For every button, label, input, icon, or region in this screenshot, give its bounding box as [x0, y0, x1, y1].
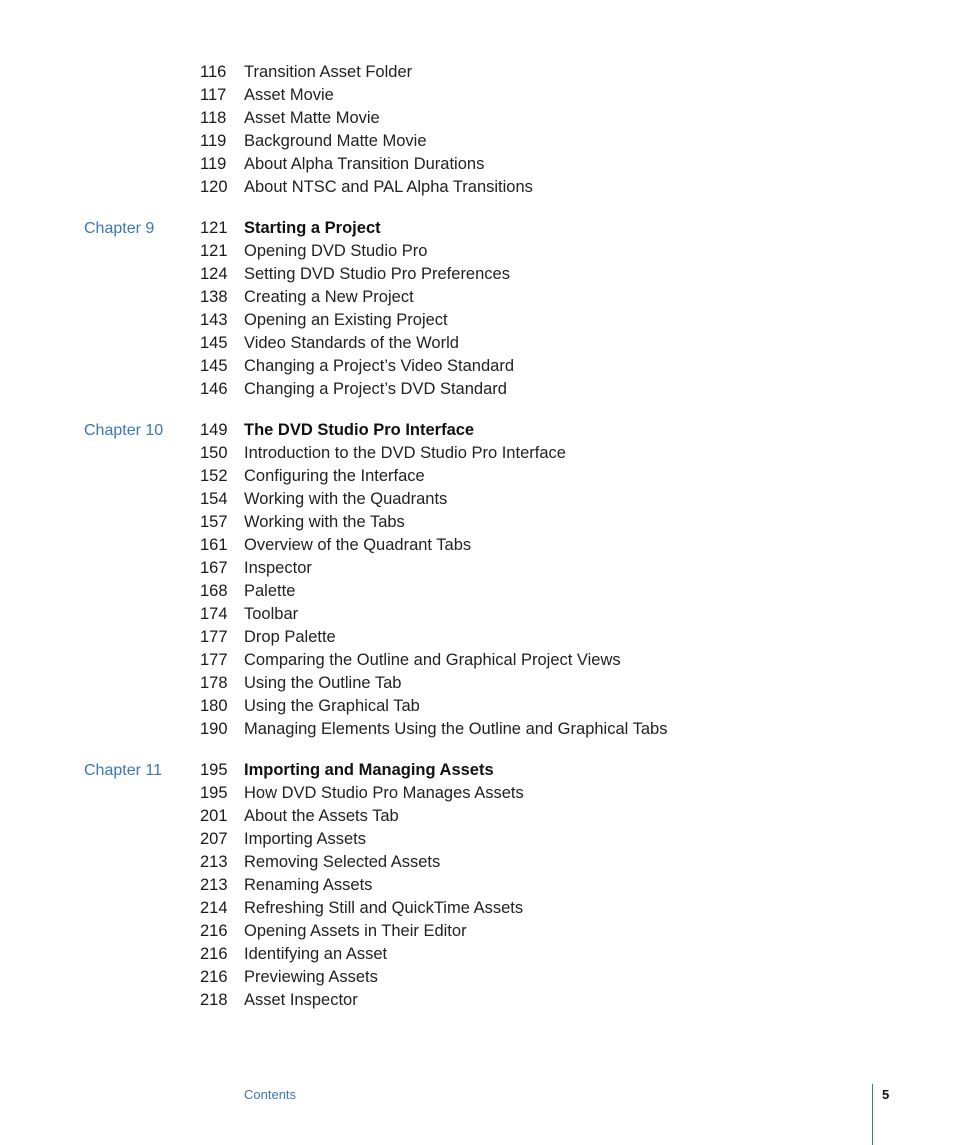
toc-entry[interactable]: [0, 378, 954, 401]
toc-page-number: 216: [200, 945, 228, 963]
toc-chapter-group: [0, 759, 954, 1012]
footer-divider: [872, 1084, 873, 1145]
toc-entry-title: Working with the Quadrants: [244, 490, 448, 508]
toc-entry[interactable]: [0, 465, 954, 488]
chapter-title: Importing and Managing Assets: [244, 761, 494, 779]
toc-page-number: 201: [200, 807, 228, 825]
toc-entry-title: Creating a New Project: [244, 288, 414, 306]
toc-page-number: 145: [200, 334, 228, 352]
toc-page-number: 195: [200, 761, 228, 779]
toc-entry[interactable]: [0, 263, 954, 286]
toc-entry[interactable]: [0, 672, 954, 695]
toc-page-number: 195: [200, 784, 228, 802]
table-of-contents: [0, 61, 954, 1012]
toc-entry-title: Opening an Existing Project: [244, 311, 448, 329]
toc-entry[interactable]: [0, 966, 954, 989]
toc-page-number: 119: [200, 155, 227, 173]
toc-entry[interactable]: [0, 649, 954, 672]
toc-entry-title: Setting DVD Studio Pro Preferences: [244, 265, 510, 283]
toc-entry[interactable]: [0, 107, 954, 130]
toc-page-number: 207: [200, 830, 228, 848]
toc-entry[interactable]: [0, 897, 954, 920]
toc-entry[interactable]: [0, 240, 954, 263]
toc-entry-title: About Alpha Transition Durations: [244, 155, 485, 173]
toc-entry-title: Refreshing Still and QuickTime Assets: [244, 899, 524, 917]
toc-page-number: 118: [200, 109, 227, 127]
toc-page-number: 121: [200, 219, 228, 237]
toc-entry[interactable]: [0, 309, 954, 332]
toc-page-number: 190: [200, 720, 228, 738]
toc-page-number: 177: [200, 651, 228, 669]
toc-page-number: 161: [200, 536, 228, 554]
toc-entry[interactable]: [0, 61, 954, 84]
toc-entry-title: Removing Selected Assets: [244, 853, 441, 871]
toc-entry-title: How DVD Studio Pro Manages Assets: [244, 784, 524, 802]
toc-entry-title: Managing Elements Using the Outline and Graphical Tabs: [244, 720, 668, 738]
toc-entry-title: Using the Outline Tab: [244, 674, 402, 692]
toc-entry[interactable]: [0, 782, 954, 805]
toc-page-number: 116: [200, 63, 227, 81]
toc-page-number: 180: [200, 697, 228, 715]
chapter-label[interactable]: Chapter 9: [84, 220, 155, 237]
toc-entry-title: Using the Graphical Tab: [244, 697, 420, 715]
toc-entry-title: Changing a Project’s DVD Standard: [244, 380, 507, 398]
toc-entry[interactable]: [0, 332, 954, 355]
toc-entry-title: Previewing Assets: [244, 968, 378, 986]
toc-page-number: 214: [200, 899, 228, 917]
toc-page-number: 213: [200, 853, 228, 871]
chapter-title: The DVD Studio Pro Interface: [244, 421, 475, 439]
toc-entry-title: Asset Inspector: [244, 991, 358, 1009]
toc-entry[interactable]: [0, 557, 954, 580]
toc-entry-title: Transition Asset Folder: [244, 63, 413, 81]
toc-entry[interactable]: [0, 355, 954, 378]
toc-entry[interactable]: [0, 580, 954, 603]
toc-entry-title: Opening DVD Studio Pro: [244, 242, 428, 260]
toc-entry[interactable]: [0, 130, 954, 153]
toc-page-number: 168: [200, 582, 228, 600]
toc-entry-title: About the Assets Tab: [244, 807, 399, 825]
chapter-title: Starting a Project: [244, 219, 381, 237]
toc-page-number: 145: [200, 357, 228, 375]
toc-page-number: 143: [200, 311, 228, 329]
toc-entry-title: Identifying an Asset: [244, 945, 388, 963]
toc-page-number: 149: [200, 421, 228, 439]
toc-entry[interactable]: [0, 84, 954, 107]
toc-page-number: 152: [200, 467, 228, 485]
toc-entry-title: Asset Movie: [244, 86, 334, 104]
chapter-label[interactable]: Chapter 11: [84, 762, 162, 779]
toc-entry-title: Introduction to the DVD Studio Pro Interface: [244, 444, 566, 462]
toc-entry[interactable]: [0, 695, 954, 718]
toc-entry[interactable]: [0, 718, 954, 741]
toc-entry-title: Renaming Assets: [244, 876, 373, 894]
toc-entry-title: Opening Assets in Their Editor: [244, 922, 467, 940]
toc-entry-title: Asset Matte Movie: [244, 109, 380, 127]
toc-entry-title: Background Matte Movie: [244, 132, 427, 150]
toc-page-number: 117: [200, 86, 227, 104]
toc-page-number: 157: [200, 513, 228, 531]
toc-page-number: 167: [200, 559, 228, 577]
toc-entry-title: Working with the Tabs: [244, 513, 405, 531]
chapter-title-entry[interactable]: [0, 217, 954, 240]
toc-entry[interactable]: [0, 442, 954, 465]
toc-page-number: 218: [200, 991, 228, 1009]
toc-page-number: 121: [200, 242, 228, 260]
chapter-label[interactable]: Chapter 10: [84, 422, 164, 439]
toc-entry[interactable]: [0, 603, 954, 626]
toc-entry[interactable]: [0, 511, 954, 534]
toc-page-number: 154: [200, 490, 228, 508]
toc-entry-title: Comparing the Outline and Graphical Project Views: [244, 651, 621, 669]
footer-section-label: Contents: [244, 1087, 297, 1102]
toc-page-number: 119: [200, 132, 227, 150]
toc-page-number: 120: [200, 178, 228, 196]
toc-entry[interactable]: [0, 920, 954, 943]
toc-page-number: 177: [200, 628, 228, 646]
toc-entry-title: Importing Assets: [244, 830, 366, 848]
toc-entry-title: Configuring the Interface: [244, 467, 425, 485]
toc-page-number: 138: [200, 288, 228, 306]
toc-page-number: 213: [200, 876, 228, 894]
toc-entry[interactable]: [0, 989, 954, 1012]
toc-entry[interactable]: [0, 286, 954, 309]
toc-entry-title: Toolbar: [244, 605, 299, 623]
toc-entry[interactable]: [0, 153, 954, 176]
chapter-title-entry[interactable]: [0, 759, 954, 782]
toc-entry-title: Inspector: [244, 559, 312, 577]
toc-entry-title: Palette: [244, 582, 296, 600]
toc-page-number: 216: [200, 968, 228, 986]
chapter-title-entry[interactable]: [0, 419, 954, 442]
toc-page-number: 216: [200, 922, 228, 940]
toc-entry[interactable]: [0, 176, 954, 199]
toc-entry[interactable]: [0, 828, 954, 851]
toc-page-number: 146: [200, 380, 228, 398]
toc-entry[interactable]: [0, 534, 954, 557]
toc-entry[interactable]: [0, 943, 954, 966]
toc-entry-title: About NTSC and PAL Alpha Transitions: [244, 178, 533, 196]
footer-page-number: 5: [882, 1087, 890, 1102]
toc-chapter-group: [0, 217, 954, 401]
toc-entry-title: Video Standards of the World: [244, 334, 459, 352]
toc-entry[interactable]: [0, 805, 954, 828]
toc-chapter-group: [0, 419, 954, 741]
toc-entry-title: Overview of the Quadrant Tabs: [244, 536, 472, 554]
toc-page-number: 178: [200, 674, 228, 692]
toc-entry[interactable]: [0, 488, 954, 511]
toc-page-number: 174: [200, 605, 228, 623]
toc-entry[interactable]: [0, 874, 954, 897]
toc-entry[interactable]: [0, 851, 954, 874]
toc-page-number: 150: [200, 444, 228, 462]
toc-chapter-group: [0, 61, 954, 199]
toc-entry-title: Drop Palette: [244, 628, 336, 646]
toc-entry[interactable]: [0, 626, 954, 649]
toc-entry-title: Changing a Project’s Video Standard: [244, 357, 514, 375]
toc-page-number: 124: [200, 265, 228, 283]
